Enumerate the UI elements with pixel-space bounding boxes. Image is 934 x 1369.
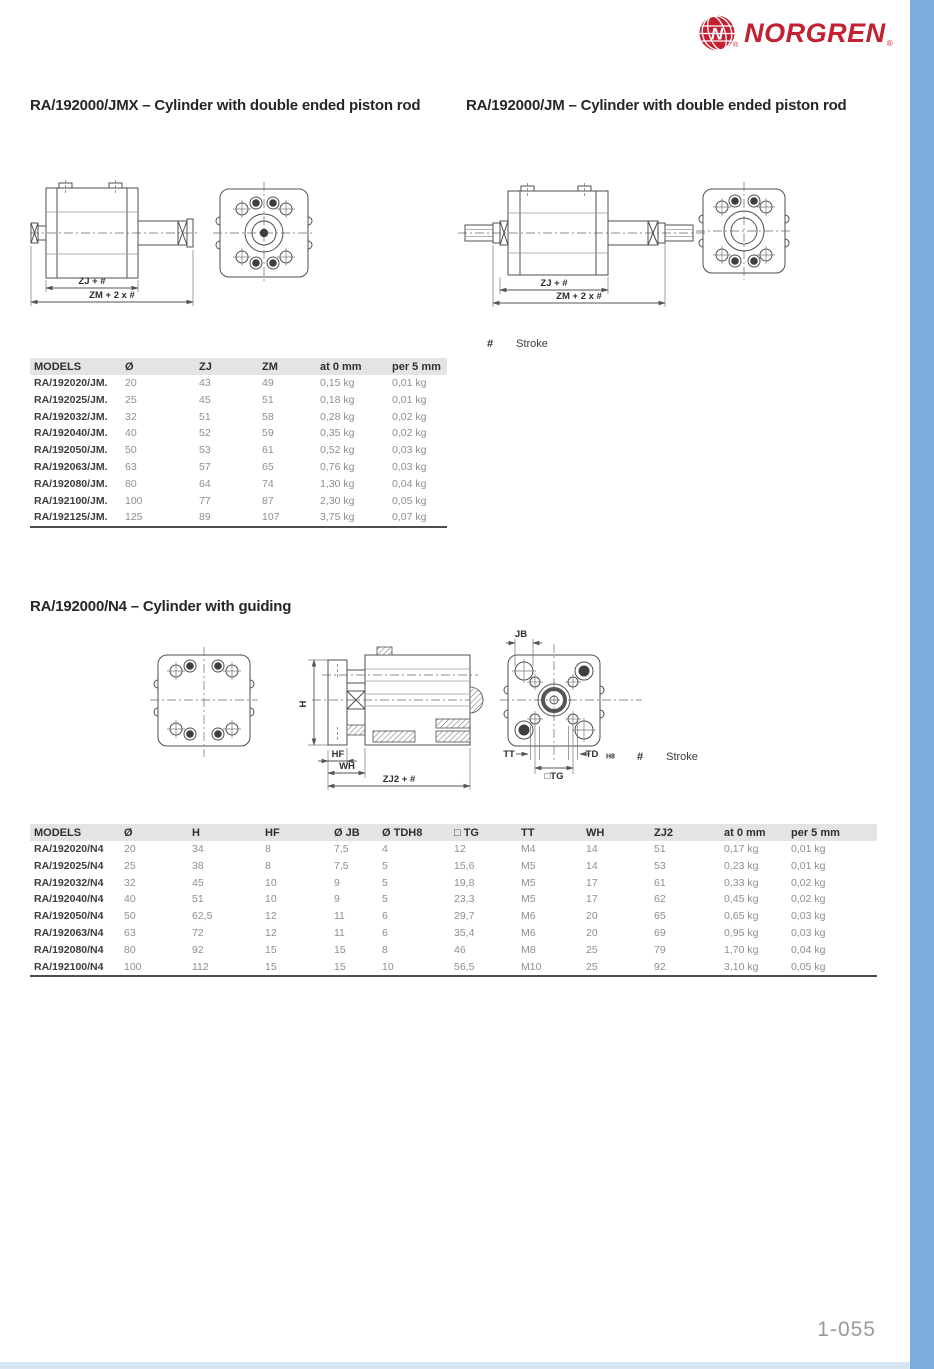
value-cell: 20 bbox=[124, 843, 136, 855]
value-cell: 50 bbox=[125, 444, 137, 457]
value-cell: 0,35 kg bbox=[320, 427, 355, 440]
value-cell: 0,01 kg bbox=[392, 393, 427, 406]
value-cell: 0,02 kg bbox=[392, 427, 427, 440]
value-cell: 65 bbox=[262, 460, 274, 473]
value-cell: 0,76 kg bbox=[320, 460, 355, 473]
registered-mark: ® bbox=[886, 39, 893, 48]
value-cell: 40 bbox=[125, 427, 137, 440]
value-cell: 6 bbox=[382, 910, 388, 923]
value-cell: 69 bbox=[654, 926, 666, 939]
value-cell: 53 bbox=[199, 444, 211, 457]
value-cell: 92 bbox=[654, 960, 666, 973]
value-cell: M6 bbox=[521, 926, 536, 939]
value-cell: 46 bbox=[454, 943, 466, 956]
value-cell: 61 bbox=[654, 876, 666, 889]
value-cell: 51 bbox=[654, 843, 666, 855]
model-cell: RA/192050/JM. bbox=[34, 444, 108, 457]
value-cell: 0,02 kg bbox=[392, 410, 427, 423]
dim-label-hf: HF bbox=[331, 749, 345, 760]
model-cell: RA/192050/N4 bbox=[34, 910, 104, 923]
value-cell: 0,52 kg bbox=[320, 444, 355, 457]
value-cell: 1,30 kg bbox=[320, 477, 355, 490]
value-cell: 4 bbox=[382, 843, 388, 855]
value-cell: 107 bbox=[262, 511, 280, 524]
value-cell: 0,07 kg bbox=[392, 511, 427, 524]
value-cell: 23,3 bbox=[454, 893, 475, 906]
column-header: Ø JB bbox=[330, 824, 378, 841]
value-cell: 6 bbox=[382, 926, 388, 939]
stroke-legend bbox=[637, 751, 698, 763]
stroke-label: Stroke bbox=[666, 751, 698, 763]
value-cell: 0,01 kg bbox=[791, 859, 826, 872]
value-cell: 2,30 kg bbox=[320, 494, 355, 507]
value-cell: 0,03 kg bbox=[791, 910, 826, 923]
value-cell: 32 bbox=[125, 410, 137, 423]
value-cell: 0,65 kg bbox=[724, 910, 759, 923]
page-edge-bar bbox=[910, 0, 934, 1369]
value-cell: 89 bbox=[199, 511, 211, 524]
svg-text:N: N bbox=[710, 24, 724, 44]
value-cell: 0,33 kg bbox=[724, 876, 759, 889]
value-cell: 5 bbox=[382, 893, 388, 906]
value-cell: 8 bbox=[265, 843, 271, 855]
value-cell: 65 bbox=[654, 910, 666, 923]
value-cell: 45 bbox=[199, 393, 211, 406]
value-cell: 80 bbox=[124, 943, 136, 956]
value-cell: 25 bbox=[124, 859, 136, 872]
value-cell: 25 bbox=[586, 943, 598, 956]
section-title-jmx: RA/192000/JMX – Cylinder with double ended piston rod bbox=[30, 97, 421, 114]
dim-label-td: TD bbox=[585, 749, 599, 760]
dim-label-zj: ZJ + # bbox=[540, 278, 568, 289]
value-cell: 11 bbox=[334, 926, 345, 939]
value-cell: 15,6 bbox=[454, 859, 475, 872]
value-cell: 72 bbox=[192, 926, 204, 939]
model-cell: RA/192032/N4 bbox=[34, 876, 104, 889]
value-cell: 10 bbox=[265, 893, 277, 906]
value-cell: 0,02 kg bbox=[791, 876, 826, 889]
model-cell: RA/192100/N4 bbox=[34, 960, 104, 973]
column-header: per 5 mm bbox=[388, 358, 447, 375]
column-header: MODELS bbox=[30, 824, 120, 841]
value-cell: 9 bbox=[334, 893, 340, 906]
value-cell: 7,5 bbox=[334, 843, 349, 855]
value-cell: 0,02 kg bbox=[791, 893, 826, 906]
value-cell: 100 bbox=[124, 960, 142, 973]
table-row bbox=[30, 425, 447, 442]
value-cell: 59 bbox=[262, 427, 274, 440]
value-cell: 15 bbox=[334, 943, 346, 956]
model-cell: RA/192125/JM. bbox=[34, 511, 108, 524]
value-cell: 38 bbox=[192, 859, 204, 872]
value-cell: 10 bbox=[382, 960, 394, 973]
model-cell: RA/192020/JM. bbox=[34, 377, 108, 389]
value-cell: 43 bbox=[199, 377, 211, 389]
value-cell: 63 bbox=[124, 926, 136, 939]
value-cell: 15 bbox=[334, 960, 346, 973]
table-row bbox=[30, 509, 447, 527]
value-cell: 0,01 kg bbox=[392, 377, 427, 389]
value-cell: 0,03 kg bbox=[791, 926, 826, 939]
value-cell: 79 bbox=[654, 943, 666, 956]
column-header: WH bbox=[582, 824, 650, 841]
value-cell: 8 bbox=[265, 859, 271, 872]
value-cell: 61 bbox=[262, 444, 274, 457]
column-header: MODELS bbox=[30, 358, 121, 375]
dim-label-tt: TT bbox=[503, 749, 515, 760]
column-header: Ø bbox=[121, 358, 195, 375]
dim-label-zj: ZJ + # bbox=[78, 276, 106, 287]
value-cell: M5 bbox=[521, 893, 536, 906]
stroke-legend bbox=[487, 338, 548, 350]
registered-mark: ® bbox=[733, 42, 739, 49]
column-header: □ TG bbox=[450, 824, 517, 841]
value-cell: 0,05 kg bbox=[392, 494, 427, 507]
value-cell: 0,45 kg bbox=[724, 893, 759, 906]
value-cell: 5 bbox=[382, 876, 388, 889]
stroke-symbol: # bbox=[637, 751, 644, 763]
model-cell: RA/192063/N4 bbox=[34, 926, 104, 939]
value-cell: 10 bbox=[265, 876, 277, 889]
value-cell: 80 bbox=[125, 477, 137, 490]
table-row bbox=[30, 925, 877, 942]
value-cell: 58 bbox=[262, 410, 274, 423]
value-cell: M4 bbox=[521, 843, 536, 855]
value-cell: 0,03 kg bbox=[392, 444, 427, 457]
value-cell: 8 bbox=[382, 943, 388, 956]
model-cell: RA/192032/JM. bbox=[34, 410, 108, 423]
value-cell: M5 bbox=[521, 876, 536, 889]
value-cell: M5 bbox=[521, 859, 536, 872]
value-cell: 15 bbox=[265, 960, 277, 973]
value-cell: 32 bbox=[124, 876, 136, 889]
value-cell: 25 bbox=[586, 960, 598, 973]
value-cell: 3,75 kg bbox=[320, 511, 355, 524]
table-row bbox=[30, 392, 447, 409]
jmx-technical-drawing bbox=[30, 180, 325, 310]
jm-technical-drawing bbox=[458, 178, 814, 310]
column-header: H bbox=[188, 824, 261, 841]
table-row bbox=[30, 875, 877, 892]
value-cell: 53 bbox=[654, 859, 666, 872]
model-cell: RA/192020/N4 bbox=[34, 843, 104, 855]
column-header: at 0 mm bbox=[720, 824, 787, 841]
value-cell: 14 bbox=[586, 843, 598, 855]
value-cell: 100 bbox=[125, 494, 143, 507]
model-cell: RA/192025/JM. bbox=[34, 393, 108, 406]
table-row bbox=[30, 908, 877, 925]
footer-strip bbox=[0, 1362, 910, 1369]
column-header: Ø TDH8 bbox=[378, 824, 450, 841]
dim-label-zm: ZM + 2 x # bbox=[89, 290, 135, 301]
dim-label-wh: WH bbox=[339, 761, 355, 772]
value-cell: M6 bbox=[521, 910, 536, 923]
n4-technical-drawing bbox=[140, 626, 720, 794]
value-cell: 45 bbox=[192, 876, 204, 889]
value-cell: 40 bbox=[124, 893, 136, 906]
brand-wordmark: NORGREN bbox=[744, 18, 886, 48]
model-cell: RA/192080/N4 bbox=[34, 943, 104, 956]
value-cell: 9 bbox=[334, 876, 340, 889]
value-cell: 15 bbox=[265, 943, 277, 956]
value-cell: 20 bbox=[586, 926, 598, 939]
table-row bbox=[30, 409, 447, 426]
value-cell: 5 bbox=[382, 859, 388, 872]
model-cell: RA/192100/JM. bbox=[34, 494, 108, 507]
dim-label-td-sub: H8 bbox=[606, 753, 615, 761]
value-cell: 35,4 bbox=[454, 926, 475, 939]
value-cell: 62 bbox=[654, 893, 666, 906]
value-cell: 1,70 kg bbox=[724, 943, 759, 956]
model-cell: RA/192025/N4 bbox=[34, 859, 104, 872]
model-cell: RA/192040/JM. bbox=[34, 427, 108, 440]
section-title-jm: RA/192000/JM – Cylinder with double ended piston rod bbox=[466, 97, 847, 114]
value-cell: 74 bbox=[262, 477, 274, 490]
value-cell: 51 bbox=[262, 393, 274, 406]
model-cell: RA/192063/JM. bbox=[34, 460, 108, 473]
value-cell: 0,04 kg bbox=[791, 943, 826, 956]
value-cell: 52 bbox=[199, 427, 211, 440]
value-cell: 0,15 kg bbox=[320, 377, 355, 389]
value-cell: 51 bbox=[199, 410, 211, 423]
value-cell: 112 bbox=[192, 960, 209, 973]
model-cell: RA/192040/N4 bbox=[34, 893, 104, 906]
jm-dimensions-table bbox=[30, 358, 447, 528]
dim-label-zm: ZM + 2 x # bbox=[556, 291, 602, 302]
value-cell: 29,7 bbox=[454, 910, 475, 923]
value-cell: 0,01 kg bbox=[791, 843, 826, 855]
dim-label-zj2: ZJ2 + # bbox=[382, 774, 416, 785]
value-cell: 34 bbox=[192, 843, 204, 855]
stroke-symbol: # bbox=[487, 338, 494, 350]
table-row bbox=[30, 459, 447, 476]
column-header: ZJ bbox=[195, 358, 258, 375]
stroke-label: Stroke bbox=[516, 338, 548, 350]
value-cell: 63 bbox=[125, 460, 137, 473]
value-cell: 57 bbox=[199, 460, 211, 473]
model-cell: RA/192080/JM. bbox=[34, 477, 108, 490]
table-row bbox=[30, 891, 877, 908]
value-cell: 92 bbox=[192, 943, 204, 956]
page-number: 1-055 bbox=[817, 1318, 876, 1341]
value-cell: 0,18 kg bbox=[320, 393, 355, 406]
value-cell: 87 bbox=[262, 494, 274, 507]
dim-label-jb: JB bbox=[514, 629, 528, 640]
column-header: HF bbox=[261, 824, 330, 841]
table-row bbox=[30, 442, 447, 459]
table-row bbox=[30, 858, 877, 875]
value-cell: 3,10 kg bbox=[724, 960, 759, 973]
column-header: per 5 mm bbox=[787, 824, 877, 841]
column-header: at 0 mm bbox=[316, 358, 388, 375]
value-cell: 0,03 kg bbox=[392, 460, 427, 473]
table-header-row bbox=[30, 358, 447, 375]
column-header: ZM bbox=[258, 358, 316, 375]
value-cell: 7,5 bbox=[334, 859, 349, 872]
value-cell: 77 bbox=[199, 494, 211, 507]
column-header: Ø bbox=[120, 824, 188, 841]
dim-label-h: H bbox=[298, 700, 309, 708]
value-cell: 17 bbox=[586, 893, 598, 906]
value-cell: 0,95 kg bbox=[724, 926, 759, 939]
value-cell: 20 bbox=[586, 910, 598, 923]
table-row bbox=[30, 375, 447, 392]
table-header-row bbox=[30, 824, 877, 841]
value-cell: 0,05 kg bbox=[791, 960, 826, 973]
table-row bbox=[30, 959, 877, 977]
value-cell: 14 bbox=[586, 859, 598, 872]
norgren-globe-icon bbox=[697, 13, 737, 53]
value-cell: 17 bbox=[586, 876, 598, 889]
value-cell: 12 bbox=[265, 926, 277, 939]
value-cell: 62,5 bbox=[192, 910, 213, 923]
value-cell: 50 bbox=[124, 910, 136, 923]
value-cell: 0,17 kg bbox=[724, 843, 759, 855]
table-row bbox=[30, 493, 447, 510]
table-row bbox=[30, 476, 447, 493]
value-cell: 12 bbox=[265, 910, 277, 923]
value-cell: 56,5 bbox=[454, 960, 475, 973]
value-cell: 49 bbox=[262, 377, 274, 389]
value-cell: 64 bbox=[199, 477, 211, 490]
table-row bbox=[30, 841, 877, 858]
section-title-n4: RA/192000/N4 – Cylinder with guiding bbox=[30, 598, 292, 615]
dim-label-tg: □TG bbox=[544, 771, 564, 782]
value-cell: 19,8 bbox=[454, 876, 475, 889]
value-cell: 51 bbox=[192, 893, 204, 906]
column-header: TT bbox=[517, 824, 582, 841]
value-cell: 0,23 kg bbox=[724, 859, 759, 872]
table-row bbox=[30, 942, 877, 959]
value-cell: M8 bbox=[521, 943, 536, 956]
value-cell: M10 bbox=[521, 960, 542, 973]
column-header: ZJ2 bbox=[650, 824, 720, 841]
value-cell: 125 bbox=[125, 511, 143, 524]
value-cell: 0,28 kg bbox=[320, 410, 355, 423]
value-cell: 0,04 kg bbox=[392, 477, 427, 490]
norgren-logo bbox=[697, 13, 893, 53]
value-cell: 12 bbox=[454, 843, 466, 855]
value-cell: 25 bbox=[125, 393, 137, 406]
value-cell: 11 bbox=[334, 910, 345, 923]
n4-dimensions-table bbox=[30, 824, 877, 977]
value-cell: 20 bbox=[125, 377, 137, 389]
